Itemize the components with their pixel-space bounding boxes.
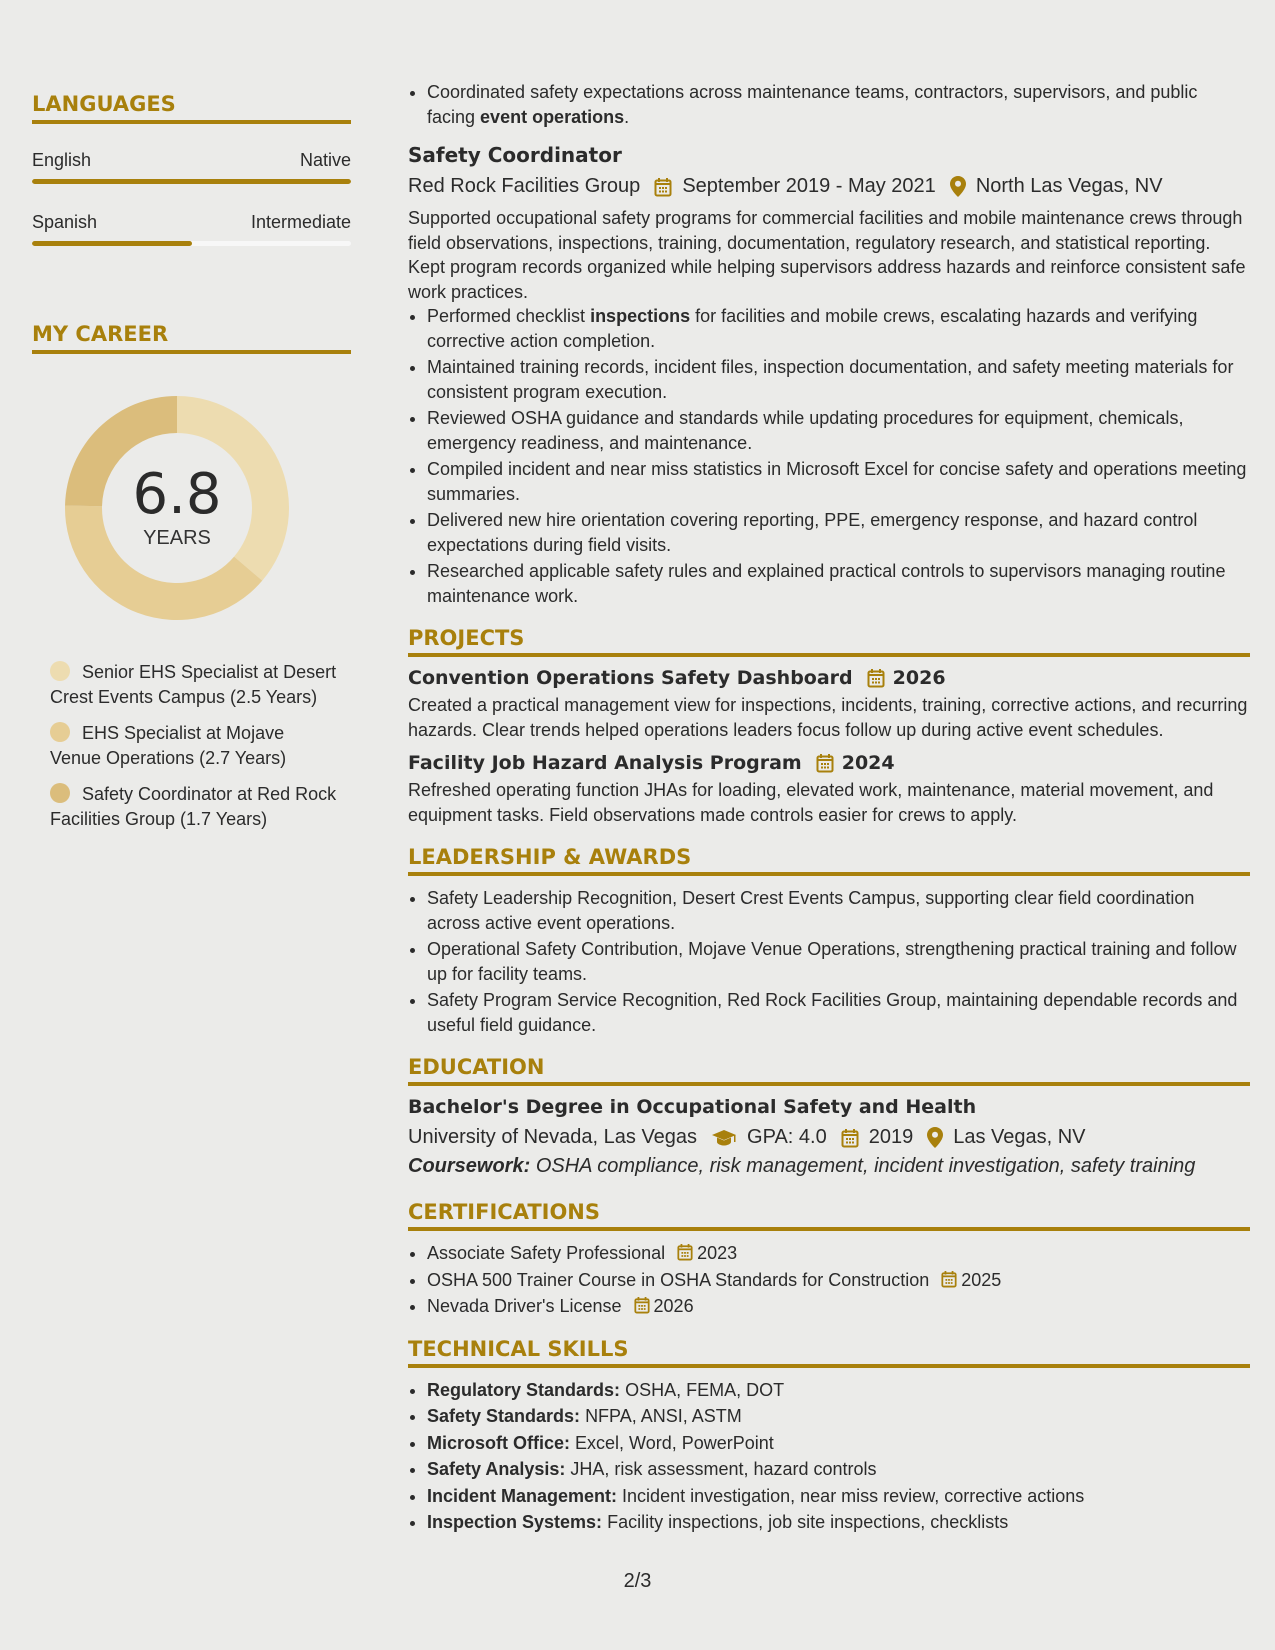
career-total-years: 6.8 [132, 461, 222, 527]
career-donut [65, 396, 295, 626]
skills-heading: TECHNICAL SKILLS [408, 1337, 1250, 1368]
career-years-unit: YEARS [143, 526, 211, 549]
list-item: • Researched applicable safety rules and explained practical controls to supervisors managing routine maintenance work. [427, 559, 1250, 608]
leadership-heading: LEADERSHIP & AWARDS [408, 845, 1250, 876]
calendar-icon [941, 1270, 957, 1288]
project-name: Facility Job Hazard Analysis Program [408, 752, 802, 774]
education-heading: EDUCATION [408, 1055, 1250, 1086]
legend-dot [50, 722, 70, 742]
languages-heading: LANGUAGES [32, 92, 351, 124]
list-item: • Coordinated safety expectations across maintenance teams, contractors, supervisors, and public facing event operations. [427, 80, 1250, 129]
language-level: Intermediate [250, 212, 351, 232]
previous-job-bullets [408, 80, 1250, 129]
project-year: 2026 [892, 667, 946, 689]
page-number: 2/3 [623, 1570, 652, 1592]
project-name: Convention Operations Safety Dashboard [408, 667, 853, 689]
calendar-icon [867, 668, 885, 688]
school-location: Las Vegas, NV [953, 1126, 1086, 1148]
calendar-icon [841, 1128, 859, 1148]
job-summary: Supported occupational safety programs for commercial facilities and mobile maintenance crews through field observations, inspections, training, documentation, regulatory research, and statistical reporting. Kept program records organized while helping supervisors address hazards and reinforce consistent safe work practices. [408, 208, 1246, 302]
graduation-year: 2019 [868, 1126, 914, 1148]
job-meta [408, 175, 1250, 198]
list-item: • Inspection Systems: Facility inspections, job site inspections, checklists [427, 1510, 1250, 1535]
list-item: • Safety Program Service Recognition, Red Rock Facilities Group, maintaining dependable records and useful field guidance. [427, 988, 1250, 1037]
list-item: • Nevada Driver's License 2026 [427, 1294, 1250, 1319]
list-item: • OSHA 500 Trainer Course in OSHA Standards for Construction 2025 [427, 1268, 1250, 1293]
leadership-list [408, 886, 1250, 1037]
list-item: • Safety Leadership Recognition, Desert Crest Events Campus, supporting clear field coordination across active event operations. [427, 886, 1250, 935]
legend-item [50, 721, 340, 770]
job-title: Safety Coordinator [408, 143, 622, 167]
language-level: Native [299, 150, 351, 170]
language-proficiency-fill [32, 241, 192, 246]
job-company: Red Rock Facilities Group [408, 175, 641, 197]
certifications-list [408, 1241, 1250, 1319]
list-item: • Safety Analysis: JHA, risk assessment, hazard controls [427, 1457, 1250, 1482]
legend-dot [50, 661, 70, 681]
legend-dot [50, 783, 70, 803]
language-proficiency-bar [32, 241, 351, 246]
project-item [408, 752, 1250, 827]
language-name: Spanish [32, 212, 98, 232]
coursework: Coursework: OSHA compliance, risk management, incident investigation, safety training [408, 1155, 1196, 1177]
career-heading: MY CAREER [32, 322, 351, 354]
career-legend [50, 660, 340, 831]
legend-item [50, 782, 340, 831]
language-proficiency-fill [32, 179, 351, 184]
list-item: • Incident Management: Incident investigation, near miss review, corrective actions [427, 1484, 1250, 1509]
calendar-icon [677, 1243, 693, 1261]
project-description: Refreshed operating function JHAs for loading, elevated work, maintenance, material movement, and equipment tasks. Field observations made controls easier for crews to apply. [408, 780, 1214, 825]
list-item: • Microsoft Office: Excel, Word, PowerPoint [427, 1431, 1250, 1456]
project-description: Created a practical management view for inspections, incidents, training, corrective actions, and recurring hazards. Clear trends helped operations leaders focus follow up during active event schedules. [408, 695, 1248, 740]
job-location: North Las Vegas, NV [975, 175, 1163, 197]
job-bullets [408, 304, 1250, 608]
language-item [32, 212, 351, 246]
sidebar [32, 92, 351, 843]
list-item: • Maintained training records, incident files, inspection documentation, and safety meeting materials for consistent program execution. [427, 355, 1250, 404]
list-item: • Operational Safety Contribution, Mojave Venue Operations, strengthening practical training and follow up for facility teams. [427, 937, 1250, 986]
list-item: • Performed checklist inspections for facilities and mobile crews, escalating hazards and verifying corrective action completion. [427, 304, 1250, 353]
list-item: • Compiled incident and near miss statistics in Microsoft Excel for concise safety and operations meeting summaries. [427, 457, 1250, 506]
school-name: University of Nevada, Las Vegas [408, 1126, 698, 1148]
main-content [408, 80, 1250, 1537]
gpa: GPA: 4.0 [747, 1126, 827, 1148]
list-item: • Regulatory Standards: OSHA, FEMA, DOT [427, 1378, 1250, 1403]
location-pin-icon [927, 1127, 943, 1148]
legend-label: EHS Specialist at Mojave Venue Operations (2.7 Years) [50, 723, 287, 768]
degree-title: Bachelor's Degree in Occupational Safety and Health [408, 1096, 977, 1118]
list-item: • Safety Standards: NFPA, ANSI, ASTM [427, 1404, 1250, 1429]
calendar-icon [654, 177, 672, 197]
legend-item [50, 660, 340, 709]
graduation-cap-icon [711, 1129, 737, 1147]
calendar-icon [634, 1296, 650, 1314]
project-year: 2024 [841, 752, 895, 774]
calendar-icon [816, 753, 834, 773]
list-item: • Reviewed OSHA guidance and standards while updating procedures for equipment, chemicals, emergency readiness, and maintenance. [427, 406, 1250, 455]
language-proficiency-bar [32, 179, 351, 184]
job-dates: September 2019 - May 2021 [682, 175, 936, 197]
certifications-heading: CERTIFICATIONS [408, 1200, 1250, 1231]
projects-heading: PROJECTS [408, 626, 1250, 657]
list-item: • Associate Safety Professional 2023 [427, 1241, 1250, 1266]
project-item [408, 667, 1250, 742]
language-item [32, 150, 351, 184]
location-pin-icon [950, 176, 966, 197]
legend-label: Safety Coordinator at Red Rock Facilities Group (1.7 Years) [50, 784, 337, 829]
language-name: English [32, 150, 92, 170]
list-item: • Delivered new hire orientation covering reporting, PPE, emergency response, and hazard control expectations during field visits. [427, 508, 1250, 557]
education-meta [408, 1126, 1250, 1149]
skills-list [408, 1378, 1250, 1535]
legend-label: Senior EHS Specialist at Desert Crest Events Campus (2.5 Years) [50, 662, 337, 707]
